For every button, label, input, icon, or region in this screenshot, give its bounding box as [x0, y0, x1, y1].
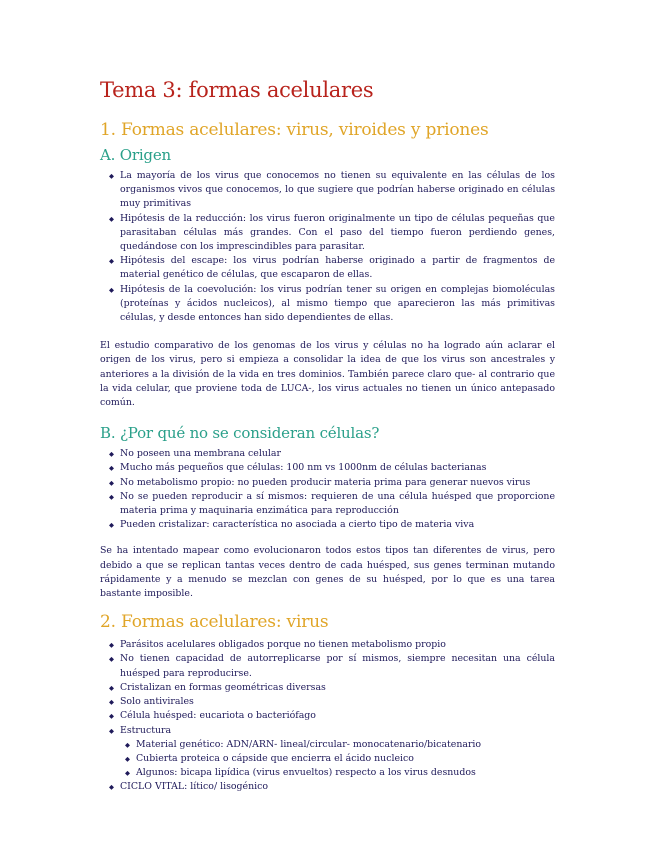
structure-sublist: [120, 738, 555, 781]
page-title: Tema 3: formas acelulares: [100, 78, 374, 102]
list-item: ◆ Algunos: bicapa lipídica (virus envueltos) respecto a los virus desnudos: [136, 766, 555, 780]
list-item: ◆ Pueden cristalizar: característica no asociada a cierto tipo de materia viva: [120, 518, 555, 532]
list-item: ◆ No poseen una membrana celular: [120, 447, 555, 461]
list-item: ◆ CICLO VITAL: lítico/ lisogénico: [120, 780, 555, 794]
subsection-b-heading: B. ¿Por qué no se consideran células?: [100, 424, 380, 443]
section-2-heading: 2. Formas acelulares: virus: [100, 612, 329, 633]
not-cells-paragraph: Se ha intentado mapear como evolucionaron todos estos tipos tan diferentes de virus, pero debido a que se replican tantas veces dentro de cada huésped, sus genes terminan mutando rápidamente y a menudo se mezclan con genes de su huésped, por lo que es una tarea bastante imposible.: [100, 545, 555, 600]
list-item: ◆ Célula huésped: eucariota o bacteriófago: [120, 709, 555, 723]
list-item: ◆ Mucho más pequeños que células: 100 nm vs 1000nm de células bacterianas: [120, 461, 555, 475]
list-item: ◆ Hipótesis de la reducción: los virus fueron originalmente un tipo de células pequeñas que parasitaban células más grandes. Con el paso del tiempo fueron perdiendo genes, quedándose con los imprescindibles para parasitar.: [120, 212, 555, 255]
virus-list: [100, 638, 555, 794]
list-item: ◆ Cubierta proteica o cápside que encierra el ácido nucleico: [136, 752, 555, 766]
list-item: ◆ Hipótesis de la coevolución: los virus podrían tener su origen en complejas biomoléculas (proteínas y ácidos nucleicos), al mismo tiempo que aparecieron las más primitivas células, y desde entonces han sido dependientes de ellas.: [120, 283, 555, 326]
list-item: ◆ Cristalizan en formas geométricas diversas: [120, 681, 555, 695]
origin-paragraph: El estudio comparativo de los genomas de los virus y células no ha logrado aún aclarar el origen de los virus, pero si empieza a consolidar la idea de que los virus son ancestrales y anteriores a la división de la vida en tres dominios. También parece claro que- al contrario que la vida celular, que proviene toda de LUCA-, los virus actuales no tienen un único antepasado común.: [100, 340, 555, 409]
list-item: ◆ Material genético: ADN/ARN- lineal/circular- monocatenario/bicatenario: [136, 738, 555, 752]
origin-list: [100, 169, 555, 325]
list-item: ◆ Solo antivirales: [120, 695, 555, 709]
list-item: ◆ Hipótesis del escape: los virus podrían haberse originado a partir de fragmentos de material genético de células, que escaparon de ellas.: [120, 254, 555, 282]
subsection-a-heading: A. Origen: [100, 146, 171, 164]
list-item: ◆ No tienen capacidad de autorreplicarse por sí mismos, siempre necesitan una célula huésped para reproducirse.: [120, 652, 555, 680]
list-item: ◆ Estructura: [120, 724, 555, 738]
list-item: ◆ La mayoría de los virus que conocemos no tienen su equivalente en las células de los organismos vivos que conocemos, lo que sugiere que podrían haberse originado en células muy primitivas: [120, 169, 555, 212]
list-item: ◆ Parásitos acelulares obligados porque no tienen metabolismo propio: [120, 638, 555, 652]
list-item: ◆ No se pueden reproducir a sí mismos: requieren de una célula huésped que proporcione materia prima y maquinaria enzimática para reproducción: [120, 490, 555, 518]
not-cells-list: [100, 447, 555, 532]
section-1-heading: 1. Formas acelulares: virus, viroides y priones: [100, 120, 489, 140]
list-item: ◆ No metabolismo propio: no pueden producir materia prima para generar nuevos virus: [120, 476, 555, 490]
